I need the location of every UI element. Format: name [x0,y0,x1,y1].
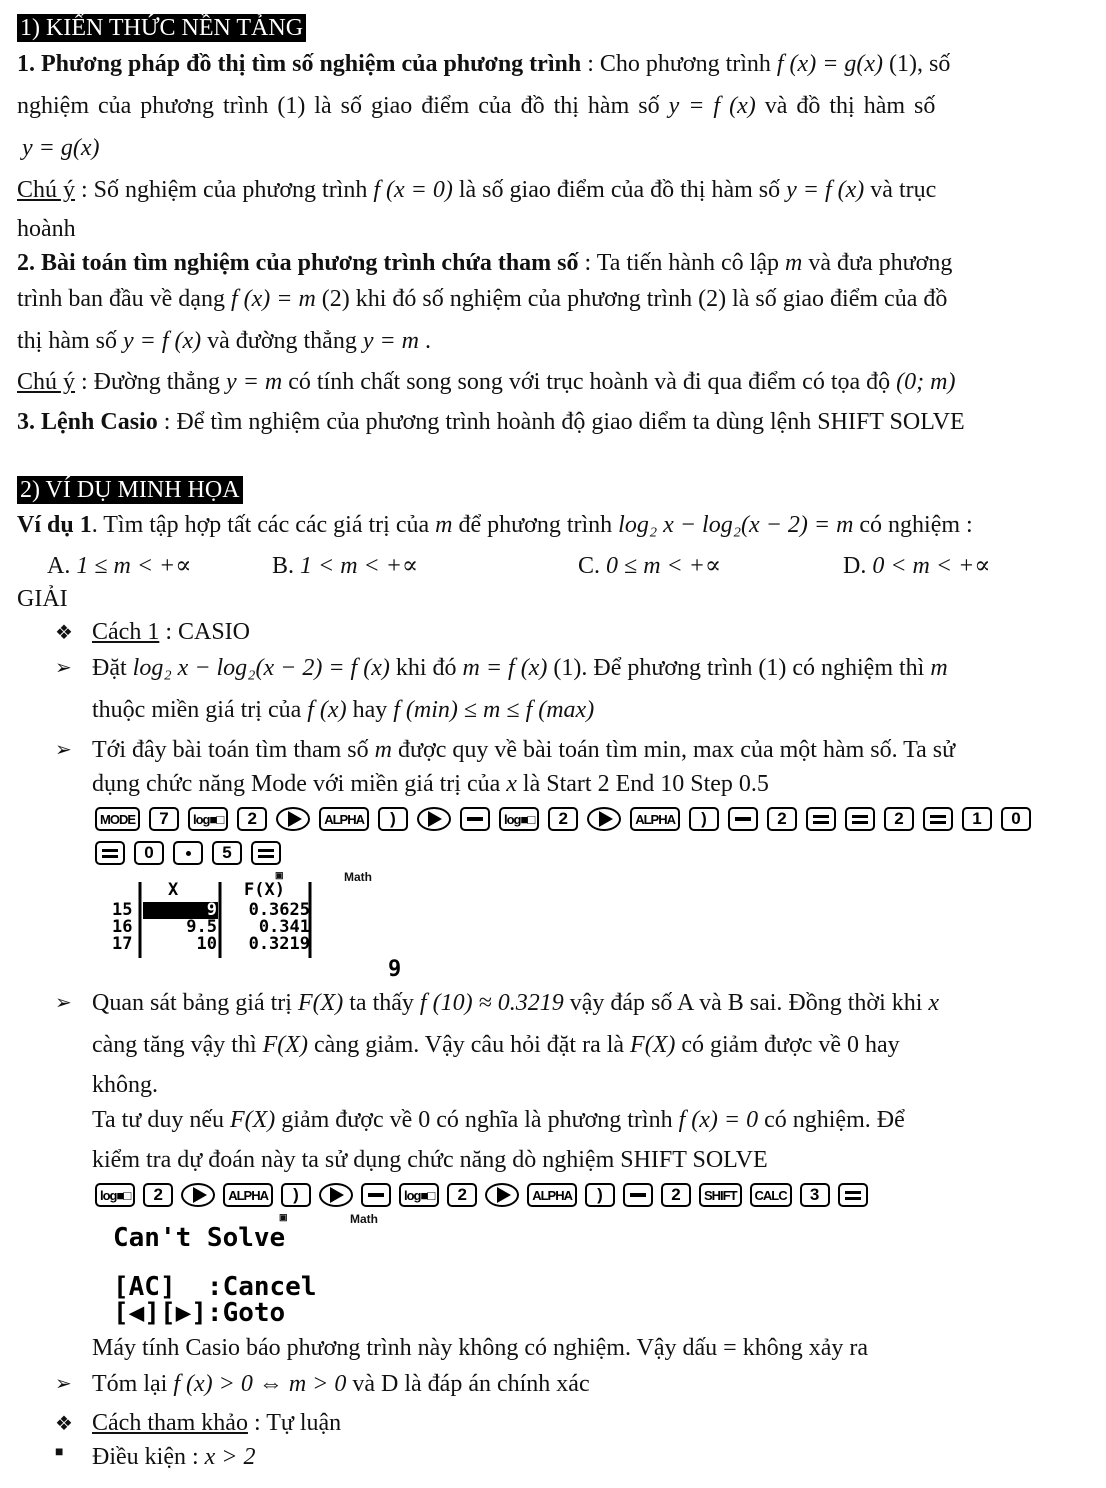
text: càng giảm. Vậy câu hỏi đặt ra là [307,1032,631,1058]
minus-icon [630,1193,646,1197]
option-label: D. [843,553,867,579]
lcd-mode-indicator: Math [344,870,372,884]
text: vậy đáp số A và B sai. Đồng thời khi [563,990,929,1016]
lcd-degree-indicator-icon: ▣ [279,1212,288,1222]
item1-line2 [17,91,935,121]
alpha-key[interactable]: ALPHA [223,1183,273,1207]
item2-line1 [17,248,952,278]
math-expr: y = g(x) [22,135,100,161]
alpha-key[interactable]: ALPHA [319,807,369,831]
text: giảm được về 0 có nghĩa là phương trình [275,1107,679,1133]
math-expr: y = m [362,328,420,354]
casio-result-line: Máy tính Casio báo phương trình này không có nghiệm. Vậy dấu = không xảy ra [92,1335,869,1361]
dot-icon [186,851,191,856]
item2-line2 [17,284,947,314]
lcd-col-fx: F(X) [244,880,285,900]
lcd-mode-indicator: Math [350,1212,378,1226]
minus-icon [368,1193,384,1197]
bullet3-line4 [92,1105,905,1135]
digit-2-key[interactable]: 2 [884,807,914,831]
diamond-bullet-icon: ❖ [55,622,73,644]
right-arrow-key[interactable] [181,1183,215,1207]
bullet1-line2 [92,695,594,725]
log-base-key[interactable]: log■□ [499,807,539,831]
text: Ta tư duy nếu [92,1107,230,1133]
lcd-footer-value: 9 [388,957,402,982]
diamond-bullet-icon: ❖ [55,1413,73,1435]
square-bullet-icon: ■ [55,1445,64,1460]
lcd-x-value: 9.5 [186,917,217,937]
equals-icon [930,815,946,824]
equals-icon [258,849,274,858]
close-paren-key[interactable]: ) [378,807,408,831]
condition-line [92,1442,256,1472]
arrow-bullet-icon: ➢ [55,739,72,761]
lcd-fx-value: 0.3625 [248,900,310,920]
equals-icon [813,815,829,824]
text: khi đó [389,655,463,681]
text: Tới đây bài toán tìm tham số [92,737,375,763]
item1-line3 [22,133,99,163]
item2-line3 [17,326,431,356]
math-expr: y = f (x) [786,177,865,203]
minus-icon [467,817,483,821]
math-expr: log₂ x − log₂(x − 2) = f (x) [132,655,390,681]
digit-3-key[interactable]: 3 [800,1183,830,1207]
section-header-background-knowledge: 1) KIẾN THỨC NỀN TẢNG [17,14,306,42]
math-expr: x [506,771,517,797]
alpha-key[interactable]: ALPHA [527,1183,577,1207]
text: và đưa phương [802,250,953,276]
text: có tính chất song song với trục hoành và đi qua điểm có tọa độ [282,369,897,395]
text: ta thấy [343,990,420,1016]
example-label: Ví dụ 1 [17,512,92,538]
math-expr: f (min) ≤ m ≤ f (max) [393,697,595,723]
text: . [419,328,432,354]
method2-heading [92,1408,341,1438]
item1-line1 [17,49,950,79]
note-label: Chú ý [17,177,76,203]
lcd-row-n: 16 [112,917,133,937]
close-paren-key[interactable]: ) [689,807,719,831]
digit-2-key[interactable]: 2 [767,807,797,831]
right-arrow-key[interactable] [417,807,451,831]
option-c [578,551,721,581]
bullet3-line1 [92,988,939,1018]
text: : Cho phương trình [581,51,777,77]
text: thị hàm số [17,328,123,354]
math-expr: m [784,250,803,276]
note1-line2: hoành [17,216,76,242]
bullet4-line [92,1369,590,1399]
math-expr: y = f (x) [668,93,756,119]
math-expr: (0; m) [896,369,956,395]
digit-5-key[interactable]: 5 [212,841,242,865]
text: : Ta tiến hành cô lập [578,250,785,276]
lcd-cant-solve: Can't Solve [113,1223,286,1253]
math-expr: log₂ x − log₂(x − 2) = m [618,512,854,538]
right-arrow-key[interactable] [276,807,310,831]
close-paren-key[interactable]: ) [281,1183,311,1207]
math-expr: f (10) ≈ 0.3219 [419,990,564,1016]
math-expr: f (x) > 0 ⇔ m > 0 [173,1371,347,1397]
digit-0-key[interactable]: 0 [134,841,164,865]
bullet3-line3: không. [92,1072,158,1098]
section-header-examples: 2) VÍ DỤ MINH HỌA [17,476,243,504]
option-a [47,551,191,581]
text: dụng chức năng Mode với miền giá trị của [92,771,507,797]
text: có nghiệm : [853,512,973,538]
equals-icon [102,849,118,858]
option-value: 0 ≤ m < +∝ [606,553,722,579]
example-question [17,510,973,540]
right-arrow-icon [330,1187,344,1203]
equals-key[interactable] [806,807,836,831]
text: được quy về bài toán tìm min, max của một hàm số. Ta sử [392,737,956,763]
lcd-fx-value: 0.3219 [248,934,310,954]
text: . Tìm tập hợp tất các các giá trị của [91,512,436,538]
equals-key[interactable] [251,841,281,865]
equals-key[interactable] [923,807,953,831]
digit-2-key[interactable]: 2 [661,1183,691,1207]
text: (1). Để phương trình (1) có nghiệm thì [547,655,931,681]
math-expr: f (x) = 0 [678,1107,759,1133]
arrow-bullet-icon: ➢ [55,1373,72,1395]
calculator-key-sequence-1-cont [95,841,281,865]
log-base-key[interactable]: log■□ [399,1183,439,1207]
lcd-x-value: 10 [196,934,217,954]
item2-title: 2. Bài toán tìm nghiệm của phương trình chứa tham số [17,250,579,276]
lcd-x-values [143,902,217,953]
note-label: Chú ý [17,369,76,395]
text: : CASIO [159,619,250,645]
lcd-x-selected[interactable]: 9 [206,900,217,920]
right-arrow-icon [599,811,613,827]
math-expr: y = f (x) [123,328,202,354]
text: nghiệm của phương trình (1) là số giao điểm của đồ thị hàm số [17,93,669,119]
text: và trục [864,177,937,203]
option-label: C. [578,553,601,579]
bullet2-line1 [92,735,955,765]
minus-icon [735,817,751,821]
option-value: 1 ≤ m < +∝ [76,553,192,579]
text: Tóm lại [92,1371,174,1397]
lcd-row-numbers [112,902,132,953]
arrow-bullet-icon: ➢ [55,992,72,1014]
math-expr: x [928,990,940,1016]
shift-key[interactable]: SHIFT [699,1183,742,1207]
right-arrow-icon [497,1187,511,1203]
text: là số giao điểm của đồ thị hàm số [452,177,787,203]
digit-2-key[interactable]: 2 [143,1183,173,1207]
right-arrow-icon [288,811,302,827]
item1-title: 1. Phương pháp đồ thị tìm số nghiệm của phương trình [17,51,582,77]
item3-line [17,407,965,437]
right-arrow-key[interactable] [319,1183,353,1207]
text: và D là đáp án chính xác [346,1371,590,1397]
text: và đường thẳng [201,328,363,354]
calculator-key-sequence-2 [95,1183,868,1207]
right-arrow-key[interactable] [587,807,621,831]
text: và đồ thị hàm số [755,93,936,119]
minus-key[interactable] [623,1183,653,1207]
text: : Số nghiệm của phương trình [75,177,374,203]
lcd-fx-value: 0.341 [258,917,310,937]
right-arrow-key[interactable] [485,1183,519,1207]
lcd-goto-option: [◀][▶]:Goto [113,1298,286,1328]
method-label: Cách tham khảo [92,1410,248,1436]
bullet3-line2 [92,1030,900,1060]
digit-1-key[interactable]: 1 [962,807,992,831]
lcd-row-n: 15 [112,900,133,920]
option-label: B. [272,553,295,579]
calculator-key-sequence-1 [95,807,1031,831]
option-label: A. [47,553,71,579]
equals-icon [852,815,868,824]
text: càng tăng vậy thì [92,1032,263,1058]
text: hay [346,697,394,723]
option-b [272,551,418,581]
item3-title: 3. Lệnh Casio [17,409,158,435]
math-expr: m [374,737,392,763]
right-arrow-icon [193,1187,207,1203]
text: có nghiệm. Để [758,1107,905,1133]
digit-2-key[interactable]: 2 [237,807,267,831]
equals-key[interactable] [838,1183,868,1207]
lcd-row-n: 17 [112,934,133,954]
math-expr: f (x) = m [230,286,316,312]
note2-line [17,367,955,397]
text: Quan sát bảng giá trị [92,990,298,1016]
math-expr: F(X) [229,1107,276,1133]
arrow-bullet-icon: ➢ [55,657,72,679]
text: để phương trình [452,512,619,538]
text: (2) khi đó số nghiệm của phương trình (2) là số giao điểm của đồ [315,286,948,312]
alpha-key[interactable]: ALPHA [630,807,680,831]
lcd-cancel-option: [AC] :Cancel [113,1272,317,1302]
decimal-point-key[interactable] [173,841,203,865]
text: có giảm được về 0 hay [675,1032,900,1058]
equals-key[interactable] [845,807,875,831]
method1-heading [92,617,250,647]
bullet2-line2 [92,769,769,799]
lcd-degree-indicator-icon: ▣ [275,870,284,880]
note1-line1 [17,175,936,205]
text: : Để tìm nghiệm của phương trình hoành độ giao diểm ta dùng lệnh SHIFT SOLVE [157,409,965,435]
math-expr: f (x = 0) [373,177,453,203]
right-arrow-icon [428,811,442,827]
math-expr: F(X) [262,1032,308,1058]
bullet3-line5: kiểm tra dự đoán này ta sử dụng chức năng dò nghiệm SHIFT SOLVE [92,1147,768,1173]
text: (1), số [883,51,951,77]
lcd-fx-values [230,902,310,953]
digit-7-key[interactable]: 7 [149,807,179,831]
math-expr: f (x) [307,697,347,723]
digit-2-key[interactable]: 2 [447,1183,477,1207]
equals-icon [845,1191,861,1200]
bullet1-line1 [92,653,948,683]
math-expr: x > 2 [204,1444,256,1470]
minus-key[interactable] [728,807,758,831]
mode-key[interactable]: MODE [95,807,140,831]
math-expr: m [930,655,948,681]
math-expr: y = m [226,369,283,395]
minus-key[interactable] [460,807,490,831]
log-base-key[interactable]: log■□ [188,807,228,831]
method-label: Cách 1 [92,619,160,645]
close-paren-key[interactable]: ) [585,1183,615,1207]
math-expr: F(X) [630,1032,676,1058]
option-d [843,551,991,581]
digit-2-key[interactable]: 2 [548,807,578,831]
text: thuộc miền giá trị của [92,697,308,723]
math-expr: m = f (x) [462,655,548,681]
text: : Đường thẳng [75,369,227,395]
math-expr: f (x) = g(x) [776,51,884,77]
log-base-key[interactable]: log■□ [95,1183,135,1207]
lcd-col-x: X [168,880,179,900]
solution-label: GIẢI [17,586,68,612]
calc-key[interactable]: CALC [750,1183,792,1207]
option-value: 0 < m < +∝ [872,553,991,579]
equals-key[interactable] [95,841,125,865]
option-value: 1 < m < +∝ [300,553,419,579]
digit-0-key[interactable]: 0 [1001,807,1031,831]
text: là Start 2 End 10 Step 0.5 [516,771,769,797]
text: Điều kiện : [92,1444,205,1470]
math-expr: F(X) [297,990,344,1016]
text: trình ban đầu về dạng [17,286,231,312]
text: Đặt [92,655,133,681]
math-expr: m [435,512,453,538]
minus-key[interactable] [361,1183,391,1207]
text: : Tự luận [247,1410,342,1436]
